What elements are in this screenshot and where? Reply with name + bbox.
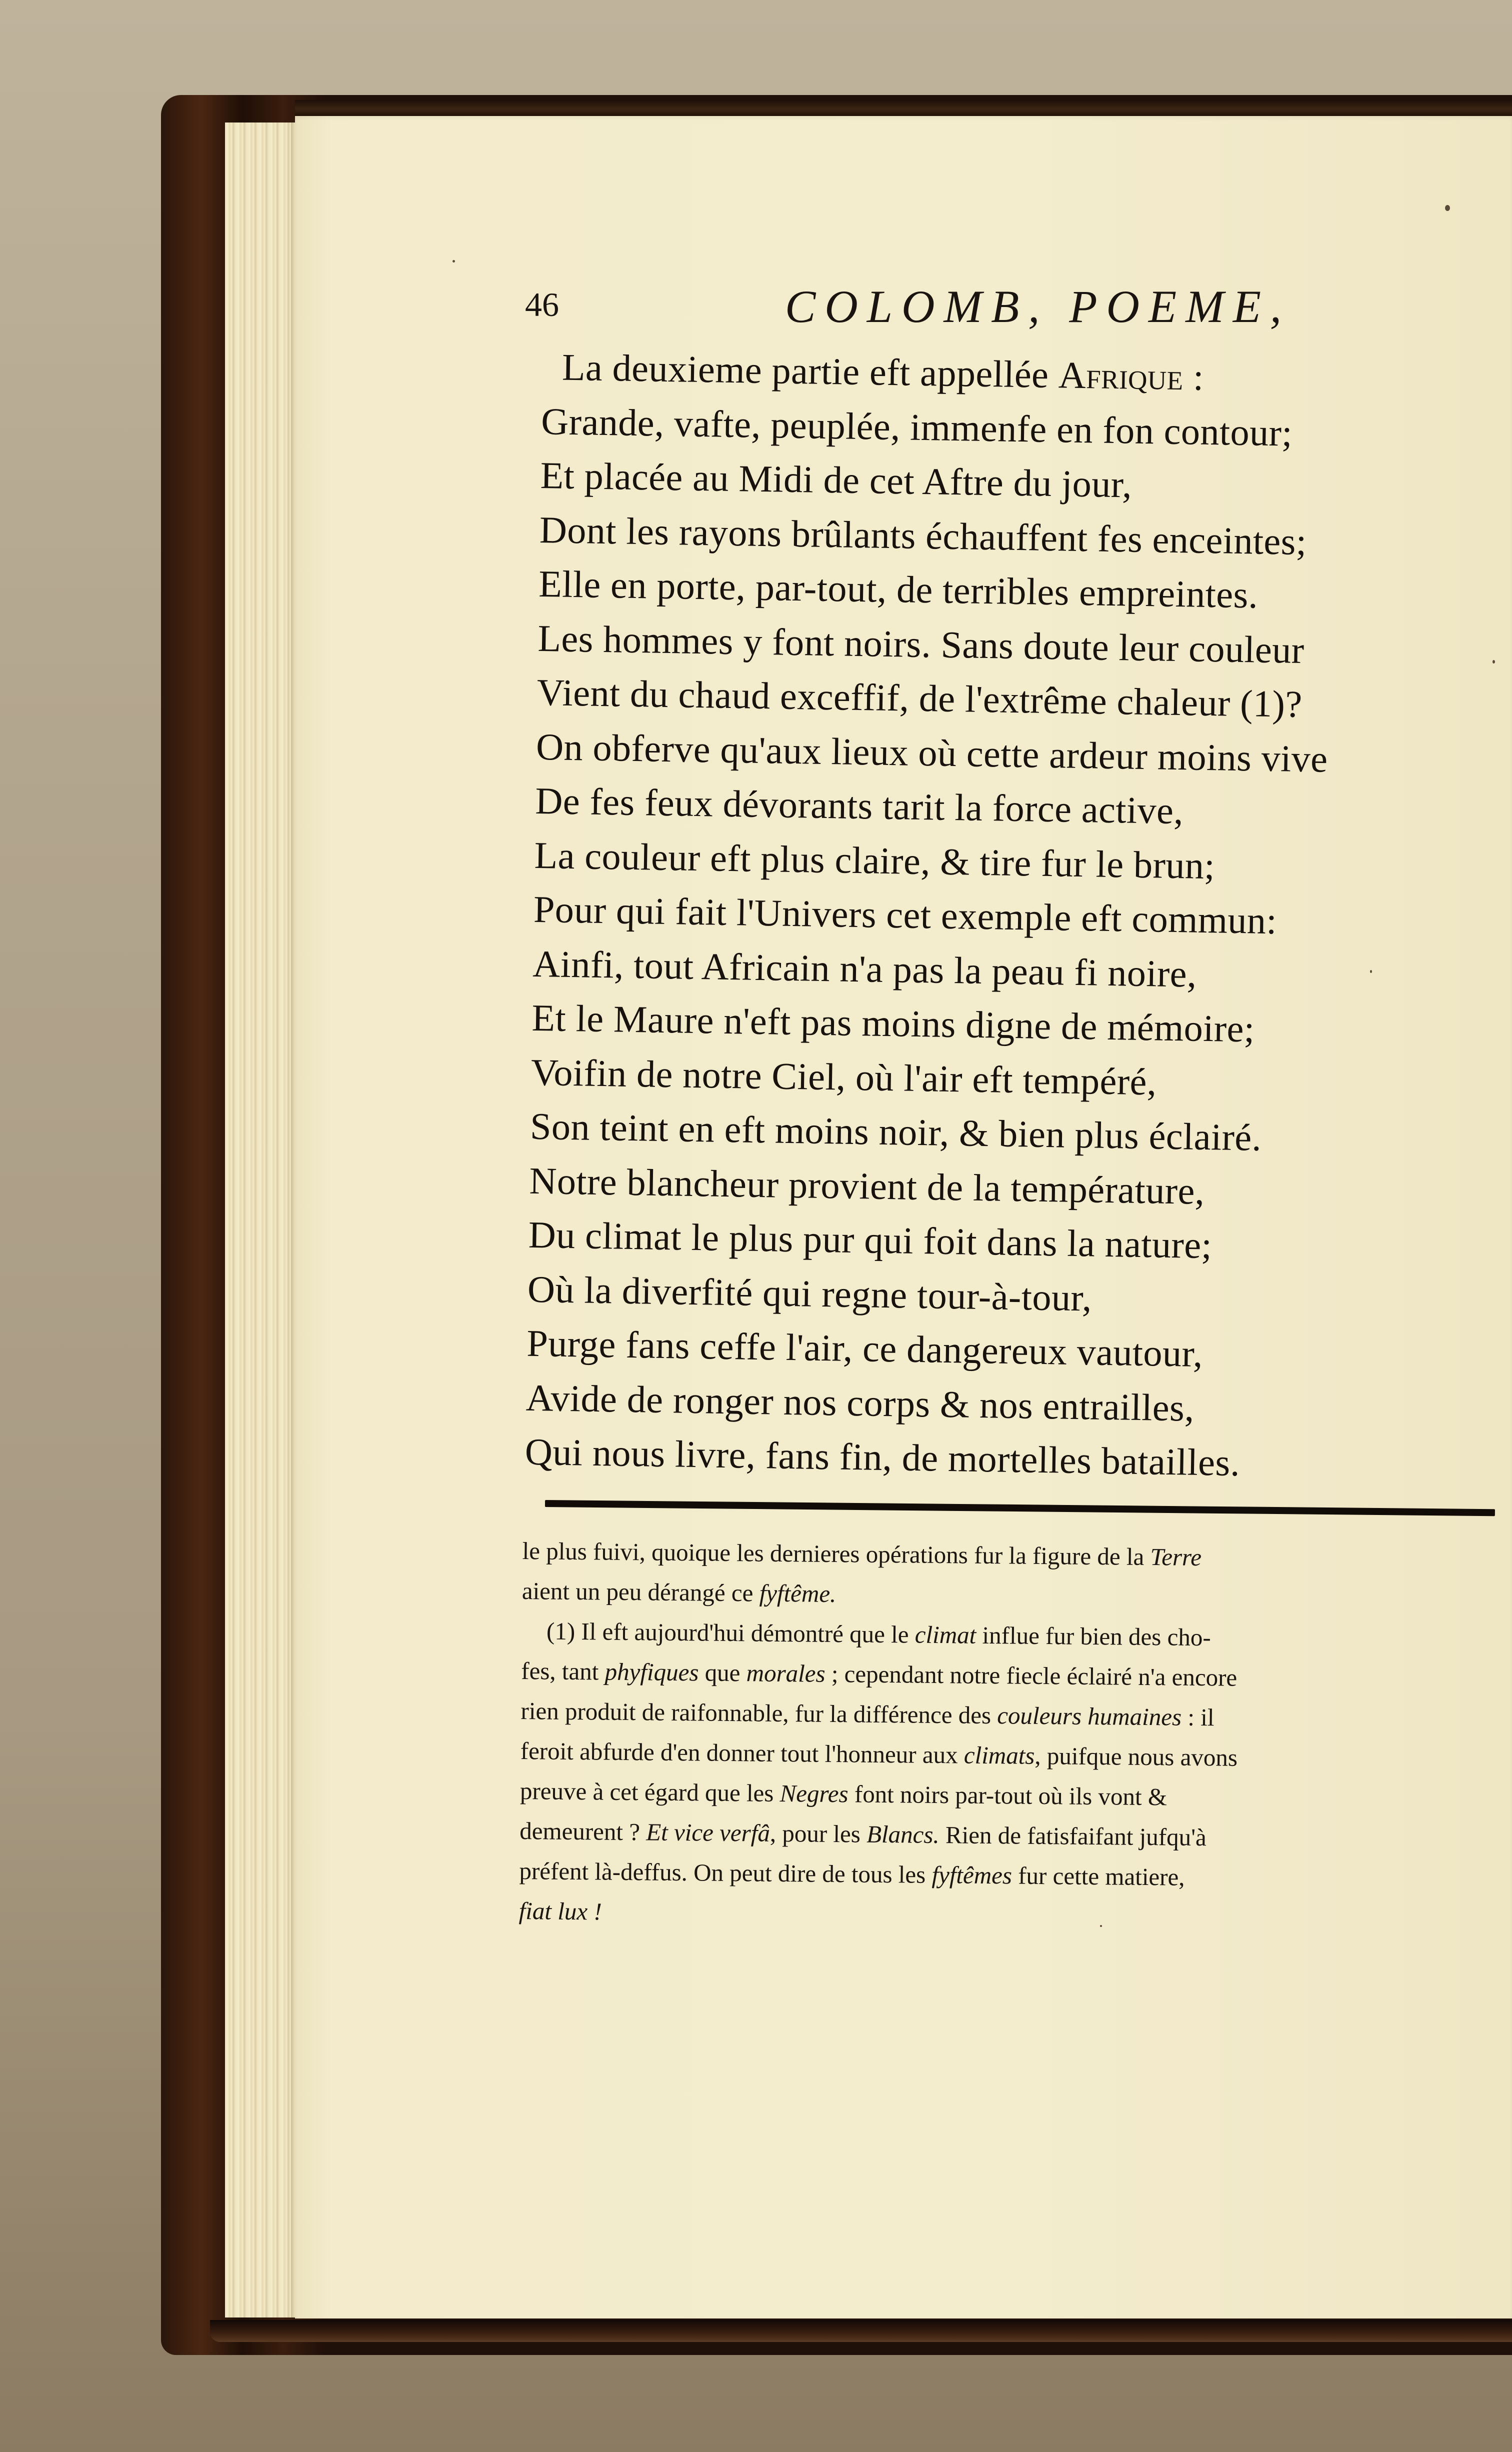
verse-punct: : (1183, 356, 1204, 398)
page-number: 46 (525, 286, 559, 324)
verse-text: La deuxieme partie eft appellée (562, 346, 1059, 396)
fn-italic: climat (914, 1620, 976, 1649)
speck (1445, 205, 1450, 211)
verse-line: Notre blancheur provient de la température, (528, 1160, 1205, 1212)
verse-line: Purge fans ceffe l'air, ce dangereux vautour, (526, 1322, 1204, 1375)
fn-text: aient un peu dérangé ce (522, 1576, 760, 1607)
fn-text: font noirs par-tout où ils vont & (848, 1780, 1168, 1811)
fn-text: (1) Il eft aujourd'hui démontré que le (546, 1617, 916, 1648)
fn-text: feroit abfurde d'en donner tout l'honneur aux (520, 1736, 964, 1769)
verse-line: Où la diverfité qui regne tour-à-tour, (527, 1268, 1092, 1319)
fn-italic: fyftême. (759, 1579, 836, 1608)
verse-line: Grande, vafte, peuplée, immenfe en fon contour; (540, 400, 1293, 454)
fn-italic: Et vice verfâ (646, 1818, 770, 1847)
cover-bottom-edge (210, 2320, 1512, 2342)
fn-text: preuve à cet égard que les (520, 1776, 780, 1807)
fn-text: , pour les (770, 1819, 867, 1848)
footnotes (518, 1531, 1462, 1940)
verse-line: Les hommes y font noirs. Sans doute leur couleur (537, 617, 1305, 672)
running-title: COLOMB, POEME, (785, 281, 1290, 332)
fn-text: le plus fuivi, quoique les dernieres opérations fur la figure de la (522, 1536, 1150, 1571)
fn-italic: fyftêmes (932, 1860, 1012, 1890)
fn-text: ; cependant notre fiecle éclairé n'a encore (825, 1660, 1238, 1692)
fn-text: fur cette matiere, (1012, 1862, 1185, 1891)
verse-line: Son teint en eft moins noir, & bien plus éclairé. (530, 1105, 1262, 1159)
poem-body (524, 340, 1492, 1494)
verse-line: Qui nous livre, fans fin, de mortelles batailles. (524, 1430, 1240, 1484)
fn-italic: phyfiques (604, 1658, 699, 1686)
fn-italic: Negres (780, 1779, 848, 1808)
verse-line: Elle en porte, par-tout, de terribles empreintes. (538, 562, 1258, 616)
fn-text: rien produit de raifonnable, fur la différence des (520, 1696, 998, 1730)
verse-line: De fes feux dévorants tarit la force active, (534, 780, 1184, 832)
speck (452, 260, 455, 262)
speck (1100, 1925, 1102, 1927)
verse-line: Avide de ronger nos corps & nos entrailles, (526, 1376, 1195, 1430)
verse-small-caps: Afrique (1058, 354, 1184, 398)
fn-italic: Terre (1150, 1543, 1202, 1572)
verse-line: Du climat le plus pur qui foit dans la nature; (528, 1214, 1212, 1267)
verse-line: La couleur eft plus claire, & tire fur le brun; (534, 834, 1216, 887)
fn-text: fes, tant (521, 1656, 605, 1686)
page-header (525, 280, 1475, 340)
fn-text: que (698, 1658, 746, 1687)
fn-text: , puifque nous avons (1034, 1742, 1238, 1772)
verse-line: Vient du chaud exceffif, de l'extrême chaleur (1)? (536, 671, 1303, 726)
fn-text: Rien de fatisfaifant jufqu'à (939, 1821, 1206, 1852)
verse-line: Pour qui fait l'Univers cet exemple eft commun: (533, 888, 1278, 942)
fn-italic: Blancs. (866, 1820, 940, 1849)
fn-italic: couleurs humaines (997, 1702, 1182, 1731)
verse-line: Et le Maure n'eft pas moins digne de mémoire; (532, 996, 1256, 1050)
fn-text: : il (1181, 1703, 1214, 1732)
fn-text: préfent là-deffus. On peut dire de tous les (519, 1856, 932, 1888)
fn-text: influe fur bien des cho- (976, 1621, 1211, 1652)
verse-line: Dont les rayons brûlants échauffent fes enceintes; (539, 508, 1308, 563)
fn-italic: climats (964, 1741, 1035, 1770)
page-edges (225, 122, 295, 2318)
verse-line: Et placée au Midi de cet Aftre du jour, (540, 454, 1132, 506)
cover-top-edge (295, 100, 1512, 118)
speck (1492, 660, 1495, 664)
verse-line: Ainfi, tout Africain n'a pas la peau fi noire, (532, 942, 1198, 996)
fn-text: demeurent ? (519, 1816, 646, 1846)
fn-italic: fiat lux ! (518, 1896, 602, 1926)
speck (1370, 970, 1372, 973)
verse-line: On obferve qu'aux lieux où cette ardeur moins vive (536, 726, 1328, 780)
verse-line: Voifin de notre Ciel, où l'air eft tempéré, (530, 1051, 1158, 1103)
fn-italic: morales (746, 1659, 826, 1688)
